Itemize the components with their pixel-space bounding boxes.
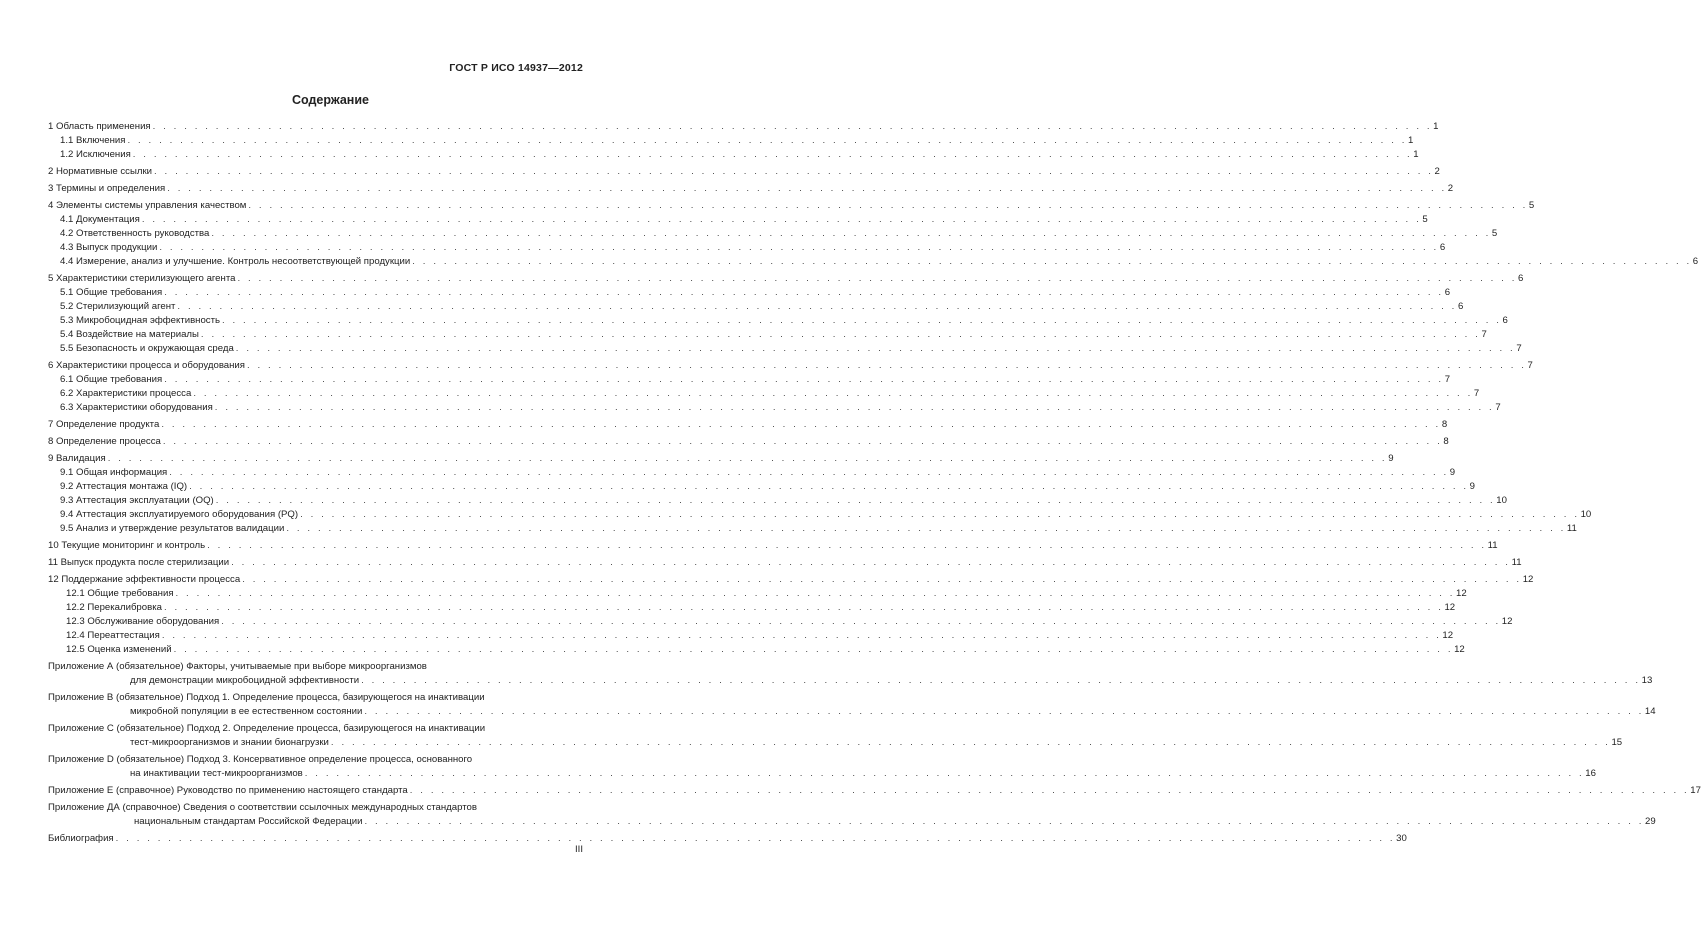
dot-leader: . . . . . . . . . . . . . . . . . . . . . . . . . . . . . . . . . . . . . . . . . . . . . . . . . . . . . . . . . . . . . . . . . . . . . . . . . . . . . . . . . . . . . . . . . . . . . . . . . . . . . . . . . . . . . . . . . . . . . . . . . . <box>154 166 1434 177</box>
dot-leader: . . . . . . . . . . . . . . . . . . . . . . . . . . . . . . . . . . . . . . . . . . . . . . . . . . . . . . . . . . . . . . . . . . . . . . . . . . . . . . . . . . . . . . . . . . . . . . . . . . . . . . . . . . . . . . . . . . . . . . . . . . <box>163 602 1444 613</box>
toc-page-number: 1 <box>1413 149 1419 160</box>
toc-page-number: 5 <box>1491 228 1498 239</box>
toc-page-number: 12 <box>1501 616 1513 627</box>
toc-page-number: 16 <box>1585 768 1596 779</box>
dot-leader: . . . . . . . . . . . . . . . . . . . . . . . . . . . . . . . . . . . . . . . . . . . . . . . . . . . . . . . . . . . . . . . . . . . . . . . . . . . . . . . . . . . . . . . . . . . . . . . . . . . . . . . . . . . . . . . . . . . . . . . . . . <box>175 588 1456 599</box>
toc-page-number: 6 <box>1444 287 1451 298</box>
toc-page-number: 9 <box>1388 453 1394 464</box>
toc-page-number: 29 <box>1645 816 1656 827</box>
toc-page-number: 6 <box>1457 301 1464 312</box>
toc-entry-text: тест-микроорганизмов и знании бионагрузки <box>130 737 329 748</box>
dot-leader: . . . . . . . . . . . . . . . . . . . . . . . . . . . . . . . . . . . . . . . . . . . . . . . . . . . . . . . . . . . . . . . . . . . . . . . . . . . . . . . . . . . . . . . . . . . . . . . . . . . . . . . . . . . . . . . . . . . . . . . . . . <box>115 833 1396 844</box>
toc-entry-text: 12 Поддержание эффективности процесса <box>48 574 241 585</box>
toc-page-number: 9 <box>1449 467 1456 478</box>
toc-page-number: 7 <box>1527 360 1533 371</box>
appendix-continuation[interactable] <box>130 705 1656 719</box>
toc-entry[interactable] <box>48 387 1480 401</box>
dot-leader: . . . . . . . . . . . . . . . . . . . . . . . . . . . . . . . . . . . . . . . . . . . . . . . . . . . . . . . . . . . . . . . . . . . . . . . . . . . . . . . . . . . . . . . . . . . . . . . . . . . . . . . . . . . . . . . . . . . . . . . . . . <box>167 183 1447 194</box>
toc-appendix[interactable] <box>48 722 1623 750</box>
toc-entry[interactable] <box>48 199 1535 213</box>
dot-leader: . . . . . . . . . . . . . . . . . . . . . . . . . . . . . . . . . . . . . . . . . . . . . . . . . . . . . . . . . . . . . . . . . . . . . . . . . . . . . . . . . . . . . . . . . . . . . . . . . . . . . . . . . . . . . . . . . . . . . . . . . . <box>222 315 1502 326</box>
toc-page-number: 17 <box>1690 785 1701 796</box>
toc-entry[interactable] <box>48 213 1428 227</box>
dot-leader: . . . . . . . . . . . . . . . . . . . . . . . . . . . . . . . . . . . . . . . . . . . . . . . . . . . . . . . . . . . . . . . . . . . . . . . . . . . . . . . . . . . . . . . . . . . . . . . . . . . . . . . . . . . . . . . . . . . . . . . . . . <box>173 644 1454 655</box>
appendix-continuation[interactable] <box>130 674 1653 688</box>
toc-entry-text: 12.1 Общие требования <box>66 588 174 599</box>
toc-bibliography[interactable] <box>48 832 1407 846</box>
appendix-title: Приложение С (обязательное) Подход 2. Определение процесса, базирующегося на инактивации <box>48 723 486 734</box>
toc-page-number: 7 <box>1516 343 1522 354</box>
toc-entry[interactable] <box>48 272 1524 286</box>
toc-entry-text: на инактивации тест-микроорганизмов <box>130 768 303 779</box>
dot-leader: . . . . . . . . . . . . . . . . . . . . . . . . . . . . . . . . . . . . . . . . . . . . . . . . . . . . . . . . . . . . . . . . . . . . . . . . . . . . . . . . . . . . . . . . . . . . . . . . . . . . . . . . . . . . . . . . . . . . . . . . . . <box>409 785 1690 796</box>
toc-page-number: 6 <box>1502 315 1508 326</box>
toc-entry[interactable] <box>48 342 1522 356</box>
toc-entry-text: 10 Текущие мониторинг и контроль <box>48 540 206 551</box>
toc-entry[interactable] <box>48 452 1394 466</box>
toc-entry-text: 6.3 Характеристики оборудования <box>60 402 213 413</box>
toc-entry-text: 12.4 Переаттестация <box>66 630 160 641</box>
toc-entry[interactable] <box>48 182 1454 196</box>
toc-entry-text: 5.2 Стерилизующий агент <box>60 301 176 312</box>
toc-entry-text: 9.1 Общая информация <box>60 467 168 478</box>
toc-page-number: 13 <box>1641 675 1653 686</box>
appendix-single-line[interactable] <box>48 784 1701 798</box>
toc-page-number: 10 <box>1580 509 1592 520</box>
appendix-continuation-wrap <box>48 674 1653 688</box>
dot-leader: . . . . . . . . . . . . . . . . . . . . . . . . . . . . . . . . . . . . . . . . . . . . . . . . . . . . . . . . . . . . . . . . . . . . . . . . . . . . . . . . . . . . . . . . . . . . . . . . . . . . . . . . . . . . . . . . . . . . . . . . . . <box>211 228 1491 239</box>
appendix-title: Приложение D (обязательное) Подход 3. Консервативное определение процесса, основанного <box>48 754 473 765</box>
appendix-continuation[interactable] <box>134 815 1656 829</box>
page-title: Содержание <box>291 93 369 107</box>
toc-page-number: 12 <box>1444 602 1456 613</box>
toc-entry-text: 7 Определение продукта <box>48 419 160 430</box>
dot-leader: . . . . . . . . . . . . . . . . . . . . . . . . . . . . . . . . . . . . . . . . . . . . . . . . . . . . . . . . . . . . . . . . . . . . . . . . . . . . . . . . . . . . . . . . . . . . . . . . . . . . . . . . . . . . . . . . . . . . . . . . . . <box>193 388 1473 399</box>
toc-entry-text: 8 Определение процесса <box>48 436 161 447</box>
dot-leader: . . . . . . . . . . . . . . . . . . . . . . . . . . . . . . . . . . . . . . . . . . . . . . . . . . . . . . . . . . . . . . . . . . . . . . . . . . . . . . . . . . . . . . . . . . . . . . . . . . . . . . . . . . . . . . . . . . . . . . . . . . <box>164 374 1444 385</box>
dot-leader: . . . . . . . . . . . . . . . . . . . . . . . . . . . . . . . . . . . . . . . . . . . . . . . . . . . . . . . . . . . . . . . . . . . . . . . . . . . . . . . . . . . . . . . . . . . . . . . . . . . . . . . . . . . . . . . . . . . . . . . . . . <box>248 200 1528 211</box>
toc-page-number: 1 <box>1433 121 1439 132</box>
toc-entry-text: 5.1 Общие требования <box>60 287 163 298</box>
toc-entry[interactable] <box>48 587 1467 601</box>
toc-entry-text: 1.2 Исключения <box>60 149 131 160</box>
appendix-continuation[interactable] <box>130 767 1596 781</box>
toc-entry-text: 12.3 Обслуживание оборудования <box>66 616 220 627</box>
toc-entry[interactable] <box>48 629 1454 643</box>
toc-entry-text: 5.3 Микробоцидная эффективность <box>60 315 220 326</box>
toc-page-number: 5 <box>1422 214 1428 225</box>
document-header: ГОСТ Р ИСО 14937—2012 <box>449 62 583 74</box>
toc-entry-text: 4.3 Выпуск продукции <box>60 242 158 253</box>
toc-entry[interactable] <box>48 120 1439 134</box>
toc-entry[interactable] <box>48 508 1592 522</box>
dot-leader: . . . . . . . . . . . . . . . . . . . . . . . . . . . . . . . . . . . . . . . . . . . . . . . . . . . . . . . . . . . . . . . . . . . . . . . . . . . . . . . . . . . . . . . . . . . . . . . . . . . . . . . . . . . . . . . . . . . . . . . . . . <box>330 737 1611 748</box>
toc-page-number: 11 <box>1566 523 1577 534</box>
toc-entry-text: 4.1 Документация <box>60 214 140 225</box>
toc-entry[interactable] <box>48 255 1699 269</box>
dot-leader: . . . . . . . . . . . . . . . . . . . . . . . . . . . . . . . . . . . . . . . . . . . . . . . . . . . . . . . . . . . . . . . . . . . . . . . . . . . . . . . . . . . . . . . . . . . . . . . . . . . . . . . . . . . . . . . . . . . . . . . . . . <box>231 557 1511 568</box>
toc-entry-text: 5.5 Безопасность и окружающая среда <box>60 343 234 354</box>
toc-entry-text: микробной популяции в ее естественном состоянии <box>130 706 363 717</box>
toc-page-number: 8 <box>1441 419 1448 430</box>
dot-leader: . . . . . . . . . . . . . . . . . . . . . . . . . . . . . . . . . . . . . . . . . . . . . . . . . . . . . . . . . . . . . . . . . . . . . . . . . . . . . . . . . . . . . . . . . . . . . . . . . . . . . . . . . . . . . . . . . . . . . . . . . . <box>242 574 1522 585</box>
toc-entry-text: 1 Область применения <box>48 121 151 132</box>
toc-entry[interactable] <box>48 165 1440 179</box>
dot-leader: . . . . . . . . . . . . . . . . . . . . . . . . . . . . . . . . . . . . . . . . . . . . . . . . . . . . . . . . . . . . . . . . . . . . . . . . . . . . . . . . . . . . . . . . . . . . . . . . . . . . . . . . . . . . . . . . . . . . . . . . . . <box>169 467 1449 478</box>
toc-page-number: 11 <box>1487 540 1498 551</box>
toc-entry-text: 2 Нормативные ссылки <box>48 166 153 177</box>
toc-entry[interactable] <box>48 643 1465 657</box>
toc-page-number: 7 <box>1495 402 1501 413</box>
toc-page-number: 12 <box>1442 630 1454 641</box>
toc-entry[interactable] <box>48 466 1456 480</box>
dot-leader: . . . . . . . . . . . . . . . . . . . . . . . . . . . . . . . . . . . . . . . . . . . . . . . . . . . . . . . . . . . . . . . . . . . . . . . . . . . . . . . . . . . . . . . . . . . . . . . . . . . . . . . . . . . . . . . . . . . . . . . . . . <box>214 402 1495 413</box>
toc-page-number: 15 <box>1611 737 1623 748</box>
toc-entry-text: 4.4 Измерение, анализ и улучшение. Контроль несоответствующей продукции <box>60 256 411 267</box>
toc-page-number: 2 <box>1447 183 1454 194</box>
toc-entry[interactable] <box>48 359 1533 373</box>
toc-entry-text: Библиография <box>48 833 114 844</box>
toc-entry-text: 12.5 Оценка изменений <box>66 644 172 655</box>
toc-entry[interactable] <box>48 539 1498 553</box>
page-number: III <box>575 844 583 855</box>
toc-entry[interactable] <box>48 241 1446 255</box>
dot-leader: . . . . . . . . . . . . . . . . . . . . . . . . . . . . . . . . . . . . . . . . . . . . . . . . . . . . . . . . . . . . . . . . . . . . . . . . . . . . . . . . . . . . . . . . . . . . . . . . . . . . . . . . . . . . . . . . . . . . . . . . . . <box>152 121 1433 132</box>
dot-leader: . . . . . . . . . . . . . . . . . . . . . . . . . . . . . . . . . . . . . . . . . . . . . . . . . . . . . . . . . . . . . . . . . . . . . . . . . . . . . . . . . . . . . . . . . . . . . . . . . . . . . . . . . . . . . . . . . . . . . . . . . . <box>286 523 1566 534</box>
toc-entry[interactable] <box>48 435 1449 449</box>
toc-entry[interactable] <box>48 522 1577 536</box>
toc-entry-text: 6.2 Характеристики процесса <box>60 388 192 399</box>
dot-leader: . . . . . . . . . . . . . . . . . . . . . . . . . . . . . . . . . . . . . . . . . . . . . . . . . . . . . . . . . . . . . . . . . . . . . . . . . . . . . . . . . . . . . . . . . . . . . . . . . . . . . . . . . . . . . . . . . . . . . . . . . . <box>132 149 1413 160</box>
toc-entry[interactable] <box>48 227 1498 241</box>
toc-entry[interactable] <box>48 373 1451 387</box>
toc-entry-text: 9.5 Анализ и утверждение результатов валидации <box>60 523 285 534</box>
toc-entry[interactable] <box>48 615 1513 629</box>
dot-leader: . . . . . . . . . . . . . . . . . . . . . . . . . . . . . . . . . . . . . . . . . . . . . . . . . . . . . . . . . . . . . . . . . . . . . . . . . . . . . . . . . . . . . . . . . . . . . . . . . . . . . . . . . . . . . . . . . . . . . . . . . . <box>304 768 1585 779</box>
toc-page-number: 7 <box>1473 388 1480 399</box>
appendix-title: Приложение ДА (справочное) Сведения о соответствии ссылочных международных стандартов <box>48 802 477 813</box>
toc-appendix[interactable] <box>48 801 1656 829</box>
appendix-continuation-wrap <box>48 815 1656 829</box>
toc-appendix[interactable] <box>48 660 1653 688</box>
toc-entry-text: 3 Термины и определения <box>48 183 166 194</box>
dot-leader: . . . . . . . . . . . . . . . . . . . . . . . . . . . . . . . . . . . . . . . . . . . . . . . . . . . . . . . . . . . . . . . . . . . . . . . . . . . . . . . . . . . . . . . . . . . . . . . . . . . . . . . . . . . . . . . . . . . . . . . . . . <box>127 135 1407 146</box>
appendix-continuation-wrap <box>48 705 1656 719</box>
toc-page-number: 10 <box>1496 495 1507 506</box>
dot-leader: . . . . . . . . . . . . . . . . . . . . . . . . . . . . . . . . . . . . . . . . . . . . . . . . . . . . . . . . . . . . . . . . . . . . . . . . . . . . . . . . . . . . . . . . . . . . . . . . . . . . . . . . . . . . . . . . . . . . . . . . . . <box>247 360 1527 371</box>
toc-entry[interactable] <box>48 328 1487 342</box>
dot-leader: . . . . . . . . . . . . . . . . . . . . . . . . . . . . . . . . . . . . . . . . . . . . . . . . . . . . . . . . . . . . . . . . . . . . . . . . . . . . . . . . . . . . . . . . . . . . . . . . . . . . . . . . . . . . . . . . . . . . . . . . . . <box>189 481 1469 492</box>
toc-entry-text: 1.1 Включения <box>60 135 126 146</box>
toc-entry-text: 9.3 Аттестация эксплуатации (OQ) <box>60 495 214 506</box>
dot-leader: . . . . . . . . . . . . . . . . . . . . . . . . . . . . . . . . . . . . . . . . . . . . . . . . . . . . . . . . . . . . . . . . . . . . . . . . . . . . . . . . . . . . . . . . . . . . . . . . . . . . . . . . . . . . . . . . . . . . . . . . . . <box>215 495 1496 506</box>
toc-entry-text: 4.2 Ответственность руководства <box>60 228 210 239</box>
toc-entry[interactable] <box>48 480 1475 494</box>
toc-entry-text: 6.1 Общие требования <box>60 374 163 385</box>
dot-leader: . . . . . . . . . . . . . . . . . . . . . . . . . . . . . . . . . . . . . . . . . . . . . . . . . . . . . . . . . . . . . . . . . . . . . . . . . . . . . . . . . . . . . . . . . . . . . . . . . . . . . . . . . . . . . . . . . . . . . . . . . . <box>164 287 1444 298</box>
toc-page-number: 5 <box>1528 200 1535 211</box>
toc-entry-text: 11 Выпуск продукта после стерилизации <box>48 557 230 568</box>
dot-leader: . . . . . . . . . . . . . . . . . . . . . . . . . . . . . . . . . . . . . . . . . . . . . . . . . . . . . . . . . . . . . . . . . . . . . . . . . . . . . . . . . . . . . . . . . . . . . . . . . . . . . . . . . . . . . . . . . . . . . . . . . . <box>207 540 1487 551</box>
toc-entry-text: 5 Характеристики стерилизующего агента <box>48 273 236 284</box>
toc-entry-text: 5.4 Воздействие на материалы <box>60 329 199 340</box>
toc-entry-text: Приложение Е (справочное) Руководство по применению настоящего стандарта <box>48 785 408 796</box>
toc-entry-text: для демонстрации микробоцидной эффективности <box>130 675 360 686</box>
toc-page-number: 30 <box>1396 833 1407 844</box>
toc-entry[interactable] <box>48 286 1451 300</box>
toc-entry-text: 6 Характеристики процесса и оборудования <box>48 360 245 371</box>
dot-leader: . . . . . . . . . . . . . . . . . . . . . . . . . . . . . . . . . . . . . . . . . . . . . . . . . . . . . . . . . . . . . . . . . . . . . . . . . . . . . . . . . . . . . . . . . . . . . . . . . . . . . . . . . . . . . . . . . . . . . . . . . . <box>161 419 1441 430</box>
toc-entry[interactable] <box>48 148 1419 162</box>
toc-entry-text: национальным стандартам Российской Федерации <box>134 816 363 827</box>
toc-entry[interactable] <box>48 573 1534 587</box>
dot-leader: . . . . . . . . . . . . . . . . . . . . . . . . . . . . . . . . . . . . . . . . . . . . . . . . . . . . . . . . . . . . . . . . . . . . . . . . . . . . . . . . . . . . . . . . . . . . . . . . . . . . . . . . . . . . . . . . . . . . . . . . . . <box>300 509 1580 520</box>
toc-entry[interactable] <box>48 401 1501 415</box>
dot-leader: . . . . . . . . . . . . . . . . . . . . . . . . . . . . . . . . . . . . . . . . . . . . . . . . . . . . . . . . . . . . . . . . . . . . . . . . . . . . . . . . . . . . . . . . . . . . . . . . . . . . . . . . . . . . . . . . . . . . . . . . . . <box>162 436 1443 447</box>
toc-entry[interactable] <box>48 494 1507 508</box>
dot-leader: . . . . . . . . . . . . . . . . . . . . . . . . . . . . . . . . . . . . . . . . . . . . . . . . . . . . . . . . . . . . . . . . . . . . . . . . . . . . . . . . . . . . . . . . . . . . . . . . . . . . . . . . . . . . . . . . . . . . . . . . . . <box>361 675 1641 686</box>
dot-leader: . . . . . . . . . . . . . . . . . . . . . . . . . . . . . . . . . . . . . . . . . . . . . . . . . . . . . . . . . . . . . . . . . . . . . . . . . . . . . . . . . . . . . . . . . . . . . . . . . . . . . . . . . . . . . . . . . . . . . . . . . . <box>364 816 1645 827</box>
toc-appendix[interactable] <box>48 753 1596 781</box>
toc-page-number: 6 <box>1439 242 1446 253</box>
toc-page-number: 12 <box>1454 644 1465 655</box>
toc-page-number: 7 <box>1444 374 1451 385</box>
dot-leader: . . . . . . . . . . . . . . . . . . . . . . . . . . . . . . . . . . . . . . . . . . . . . . . . . . . . . . . . . . . . . . . . . . . . . . . . . . . . . . . . . . . . . . . . . . . . . . . . . . . . . . . . . . . . . . . . . . . . . . . . . . <box>177 301 1457 312</box>
toc-entry-text: 9.2 Аттестация монтажа (IQ) <box>60 481 188 492</box>
toc-entry[interactable] <box>48 601 1456 615</box>
toc-page-number: 7 <box>1481 329 1487 340</box>
toc-page-number: 14 <box>1644 706 1656 717</box>
table-of-contents <box>48 120 1701 846</box>
appendix-title: Приложение А (обязательное) Факторы, учитываемые при выборе микроорганизмов <box>48 661 427 672</box>
toc-entry[interactable] <box>48 300 1464 314</box>
toc-page-number: 1 <box>1408 135 1414 146</box>
dot-leader: . . . . . . . . . . . . . . . . . . . . . . . . . . . . . . . . . . . . . . . . . . . . . . . . . . . . . . . . . . . . . . . . . . . . . . . . . . . . . . . . . . . . . . . . . . . . . . . . . . . . . . . . . . . . . . . . . . . . . . . . . . <box>161 630 1442 641</box>
dot-leader: . . . . . . . . . . . . . . . . . . . . . . . . . . . . . . . . . . . . . . . . . . . . . . . . . . . . . . . . . . . . . . . . . . . . . . . . . . . . . . . . . . . . . . . . . . . . . . . . . . . . . . . . . . . . . . . . . . . . . . . . . . <box>141 214 1422 225</box>
toc-page-number: 9 <box>1469 481 1475 492</box>
dot-leader: . . . . . . . . . . . . . . . . . . . . . . . . . . . . . . . . . . . . . . . . . . . . . . . . . . . . . . . . . . . . . . . . . . . . . . . . . . . . . . . . . . . . . . . . . . . . . . . . . . . . . . . . . . . . . . . . . . . . . . . . . . <box>235 343 1516 354</box>
toc-entry-text: 12.2 Перекалибровка <box>66 602 162 613</box>
toc-appendix[interactable] <box>48 691 1656 719</box>
toc-page-number: 6 <box>1692 256 1699 267</box>
toc-entry-text: 9 Валидация <box>48 453 106 464</box>
toc-page-number: 11 <box>1511 557 1522 568</box>
toc-entry[interactable] <box>48 134 1414 148</box>
toc-entry-text: 9.4 Аттестация эксплуатируемого оборудования (PQ) <box>60 509 299 520</box>
toc-page-number: 12 <box>1456 588 1467 599</box>
appendix-title: Приложение В (обязательное) Подход 1. Определение процесса, базирующегося на инактивации <box>48 692 485 703</box>
toc-page-number: 2 <box>1434 166 1440 177</box>
toc-page-number: 6 <box>1517 273 1524 284</box>
toc-entry[interactable] <box>48 314 1508 328</box>
dot-leader: . . . . . . . . . . . . . . . . . . . . . . . . . . . . . . . . . . . . . . . . . . . . . . . . . . . . . . . . . . . . . . . . . . . . . . . . . . . . . . . . . . . . . . . . . . . . . . . . . . . . . . . . . . . . . . . . . . . . . . . . . . <box>221 616 1501 627</box>
appendix-continuation-wrap <box>48 736 1623 750</box>
toc-entry[interactable] <box>48 556 1522 570</box>
dot-leader: . . . . . . . . . . . . . . . . . . . . . . . . . . . . . . . . . . . . . . . . . . . . . . . . . . . . . . . . . . . . . . . . . . . . . . . . . . . . . . . . . . . . . . . . . . . . . . . . . . . . . . . . . . . . . . . . . . . . . . . . . . <box>159 242 1439 253</box>
dot-leader: . . . . . . . . . . . . . . . . . . . . . . . . . . . . . . . . . . . . . . . . . . . . . . . . . . . . . . . . . . . . . . . . . . . . . . . . . . . . . . . . . . . . . . . . . . . . . . . . . . . . . . . . . . . . . . . . . . . . . . . . . . <box>364 706 1644 717</box>
dot-leader: . . . . . . . . . . . . . . . . . . . . . . . . . . . . . . . . . . . . . . . . . . . . . . . . . . . . . . . . . . . . . . . . . . . . . . . . . . . . . . . . . . . . . . . . . . . . . . . . . . . . . . . . . . . . . . . . . . . . . . . . . . <box>412 256 1692 267</box>
toc-entry[interactable] <box>48 418 1448 432</box>
toc-page-number: 8 <box>1443 436 1449 447</box>
dot-leader: . . . . . . . . . . . . . . . . . . . . . . . . . . . . . . . . . . . . . . . . . . . . . . . . . . . . . . . . . . . . . . . . . . . . . . . . . . . . . . . . . . . . . . . . . . . . . . . . . . . . . . . . . . . . . . . . . . . . . . . . . . <box>107 453 1388 464</box>
appendix-continuation[interactable] <box>130 736 1623 750</box>
dot-leader: . . . . . . . . . . . . . . . . . . . . . . . . . . . . . . . . . . . . . . . . . . . . . . . . . . . . . . . . . . . . . . . . . . . . . . . . . . . . . . . . . . . . . . . . . . . . . . . . . . . . . . . . . . . . . . . . . . . . . . . . . . <box>237 273 1517 284</box>
dot-leader: . . . . . . . . . . . . . . . . . . . . . . . . . . . . . . . . . . . . . . . . . . . . . . . . . . . . . . . . . . . . . . . . . . . . . . . . . . . . . . . . . . . . . . . . . . . . . . . . . . . . . . . . . . . . . . . . . . . . . . . . . . <box>200 329 1481 340</box>
toc-page-number: 12 <box>1522 574 1534 585</box>
toc-entry-text: 4 Элементы системы управления качеством <box>48 200 247 211</box>
toc-appendix[interactable] <box>48 784 1701 798</box>
appendix-continuation-wrap <box>48 767 1596 781</box>
